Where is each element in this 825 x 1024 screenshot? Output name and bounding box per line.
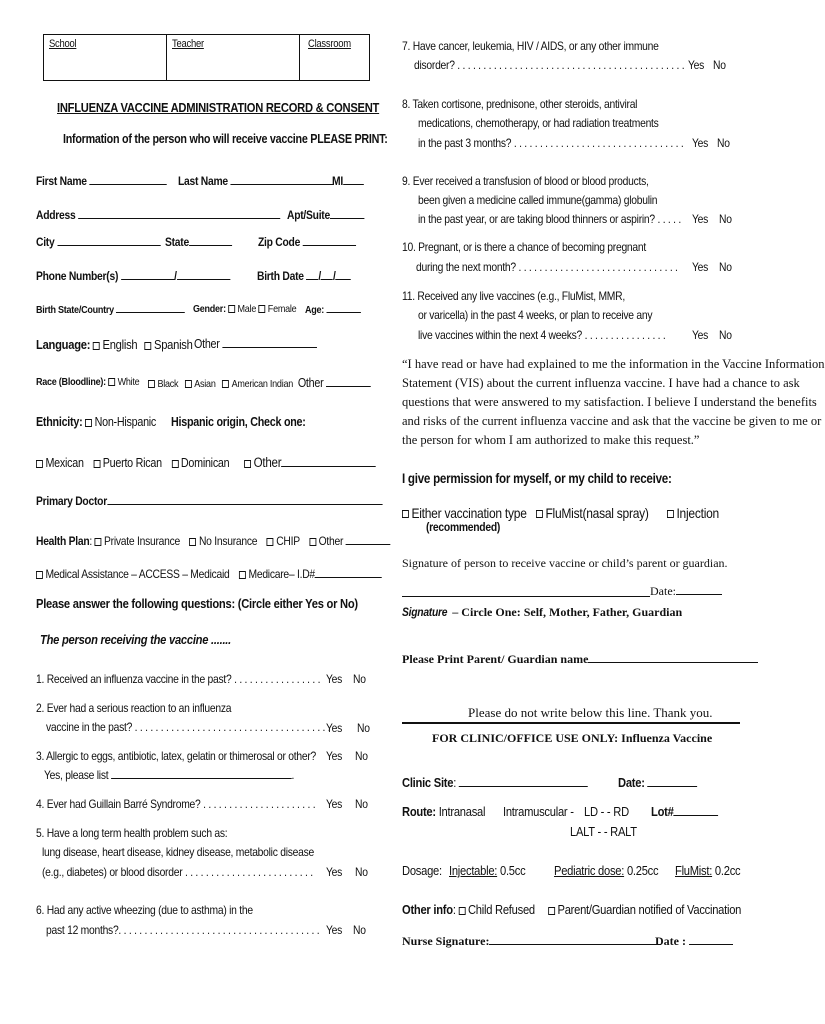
primary-doctor-label: Primary Doctor xyxy=(36,494,382,508)
q5-yes[interactable]: Yes xyxy=(326,865,343,879)
question-5c: (e.g., diabetes) or blood disorder . . . . . . . . . . . . . . . . . . . . . . . . . xyxy=(42,865,313,879)
medicare-checkbox[interactable] xyxy=(239,571,246,579)
address-label: Address xyxy=(36,208,280,222)
medical-assistance-checkbox[interactable] xyxy=(36,571,43,579)
other-info-group: Other info: Child Refused Parent/Guardian notified of Vaccination xyxy=(402,902,742,917)
q11-no[interactable]: No xyxy=(719,328,732,342)
parent-notified-checkbox[interactable] xyxy=(548,907,555,915)
question-5b: lung disease, heart disease, kidney disease, metabolic disease xyxy=(42,845,315,859)
dominican-checkbox[interactable] xyxy=(171,460,178,468)
apt-label: Apt/Suite xyxy=(287,208,364,222)
question-8: 8. Taken cortisone, prednisone, other steroids, antiviral xyxy=(402,97,638,111)
q2-no[interactable]: No xyxy=(357,721,370,735)
question-1: 1. Received an influenza vaccine in the past? . . . . . . . . . . . . . . . . . xyxy=(36,672,321,686)
hispanic-other-field[interactable] xyxy=(281,457,376,467)
option-injection: Injection xyxy=(667,505,719,521)
language-group: Language: English Spanish xyxy=(36,337,193,352)
q10-no[interactable]: No xyxy=(719,260,732,274)
nurse-date-field[interactable] xyxy=(689,935,733,945)
phone-field-1[interactable] xyxy=(121,270,174,280)
parent-name-field[interactable] xyxy=(588,653,758,663)
q10-yes[interactable]: Yes xyxy=(692,260,709,274)
signature-note: Signature of person to receive vaccine or child’s parent or guardian. xyxy=(402,556,728,570)
consent-line-1: “I have read or have had explained to me the information in the Vaccine Information xyxy=(402,357,825,371)
lalt-ralt-label: LALT - - RALT xyxy=(570,824,637,839)
birth-date-field[interactable] xyxy=(336,270,351,280)
first-name-field[interactable] xyxy=(89,175,166,185)
q8-no[interactable]: No xyxy=(717,136,730,150)
option-either: Either vaccination type xyxy=(402,505,527,521)
last-name-field[interactable] xyxy=(231,175,334,185)
q4-no[interactable]: No xyxy=(355,797,368,811)
clinic-site-label: Clinic Site: xyxy=(402,775,588,790)
child-refused-checkbox[interactable] xyxy=(459,907,466,915)
consent-line-3: questions that were answered to my satisfaction. I believe I understand the benefits xyxy=(402,395,817,409)
ethnicity-group: Ethnicity: Non-Hispanic xyxy=(36,415,157,429)
city-label: City xyxy=(36,235,160,249)
q11-yes[interactable]: Yes xyxy=(692,328,709,342)
chip-checkbox[interactable] xyxy=(267,538,274,546)
page-title: INFLUENZA VACCINE ADMINISTRATION RECORD & CONSENT xyxy=(57,100,380,115)
question-7: 7. Have cancer, leukemia, HIV / AIDS, or any other immune xyxy=(402,39,659,53)
print-parent-label: Please Print Parent/ Guardian name xyxy=(402,652,758,667)
route-label: Route: Intranasal xyxy=(402,804,486,819)
teacher-label: Teacher xyxy=(172,38,204,50)
american-indian-checkbox[interactable] xyxy=(222,380,229,388)
race-group: Race (Bloodline): White xyxy=(36,376,140,388)
clinic-date-label: Date: xyxy=(618,775,697,790)
q4-yes[interactable]: Yes xyxy=(326,797,343,811)
question-6: 6. Had any active wheezing (due to asthma) in the xyxy=(36,903,253,917)
health-plan-group: Health Plan: Private Insurance No Insurance CHIP Other xyxy=(36,534,390,548)
question-8b: medications, chemotherapy, or had radiation treatments xyxy=(418,116,659,130)
question-4: 4. Ever had Guillain Barré Syndrome? . . . . . . . . . . . . . . . . . . . . . . xyxy=(36,797,316,811)
english-checkbox[interactable] xyxy=(93,342,100,350)
male-checkbox[interactable] xyxy=(228,305,235,313)
recommended-label: (recommended) xyxy=(426,520,501,534)
female-checkbox[interactable] xyxy=(258,305,265,313)
birth-date-label: Birth Date / / xyxy=(257,269,351,283)
classroom-label: Classroom xyxy=(308,38,351,50)
option-flumist: FluMist(nasal spray) xyxy=(536,505,649,521)
age-label: Age: xyxy=(305,303,361,316)
question-3b: Yes, please list . xyxy=(44,768,295,782)
office-use-heading: FOR CLINIC/OFFICE USE ONLY: Influenza Vaccine xyxy=(432,731,713,745)
health-plan-other-field[interactable] xyxy=(346,535,391,545)
language-other-field[interactable] xyxy=(222,338,317,348)
phone-field-2[interactable] xyxy=(177,270,230,280)
flumist-dose: FluMist: 0.2cc xyxy=(675,863,741,878)
question-9: 9. Ever received a transfusion of blood or blood products, xyxy=(402,174,649,188)
q9-no[interactable]: No xyxy=(719,212,732,226)
medicare-id-field[interactable] xyxy=(315,568,382,578)
lot-field[interactable] xyxy=(674,806,719,816)
q1-no[interactable]: No xyxy=(353,672,366,686)
non-hispanic-checkbox[interactable] xyxy=(85,419,92,427)
injectable-dose: Injectable: 0.5cc xyxy=(449,863,526,878)
q7-no[interactable]: No xyxy=(713,58,726,72)
mi-field[interactable] xyxy=(343,175,364,185)
question-7b: disorder? . . . . . . . . . . . . . . . . . . . . . . . . . . . . . . . . . . . . . . . . . . . . xyxy=(414,58,685,72)
question-2: 2. Ever had a serious reaction to an influenza xyxy=(36,701,232,715)
page-subtitle: Information of the person who will receive vaccine PLEASE PRINT: xyxy=(63,132,388,146)
signature-line: Signature – Circle One: Self, Mother, Father, Guardian xyxy=(402,605,683,619)
consent-line-5: the person for whom I am authorized to make this request.” xyxy=(402,433,700,447)
state-field[interactable] xyxy=(189,236,232,246)
question-11c: live vaccines within the next 4 weeks? . . . . . . . . . . . . . . . . xyxy=(418,328,666,342)
birth-state-label: Birth State/Country xyxy=(36,303,185,316)
divider-line xyxy=(402,722,740,724)
private-insurance-checkbox[interactable] xyxy=(95,538,102,546)
race-other-field[interactable] xyxy=(326,377,371,387)
age-field[interactable] xyxy=(326,303,360,313)
hispanic-options: Mexican Puerto Rican Dominican Other xyxy=(36,455,376,470)
signature-field[interactable] xyxy=(402,596,650,597)
address-field[interactable] xyxy=(78,209,280,219)
no-insurance-checkbox[interactable] xyxy=(189,538,196,546)
zip-label: Zip Code xyxy=(258,235,356,249)
puerto-rican-checkbox[interactable] xyxy=(93,460,100,468)
q7-yes[interactable]: Yes xyxy=(688,58,705,72)
nurse-date-label: Date : xyxy=(655,934,733,949)
q6-no[interactable]: No xyxy=(353,923,366,937)
question-6b: past 12 months?. . . . . . . . . . . . . . . . . . . . . . . . . . . . . . . . . . . . . . . xyxy=(46,923,320,937)
questions-intro: Please answer the following questions: (Circle either Yes or No) xyxy=(36,596,358,611)
school-label: School xyxy=(49,38,77,50)
hispanic-other-checkbox[interactable] xyxy=(244,460,251,468)
do-not-write-notice: Please do not write below this line. Thank you. xyxy=(468,705,713,720)
last-name-label: Last Name xyxy=(178,174,334,188)
q5-no[interactable]: No xyxy=(355,865,368,879)
either-checkbox[interactable] xyxy=(402,510,409,518)
question-11b: or varicella) in the past 4 weeks, or plan to receive any xyxy=(418,308,653,322)
question-8c: in the past 3 months? . . . . . . . . . . . . . . . . . . . . . . . . . . . . . . . . . xyxy=(418,136,684,150)
date-label: Date: xyxy=(650,584,722,599)
question-9b: been given a medicine called immune(gamma) globulin xyxy=(418,193,658,207)
question-11: 11. Received any live vaccines (e.g., FluMist, MMR, xyxy=(402,289,625,303)
question-3: 3. Allergic to eggs, antibiotic, latex, gelatin or thimerosal or other? xyxy=(36,749,316,763)
mi-label: MI xyxy=(332,174,364,188)
spanish-checkbox[interactable] xyxy=(145,342,152,350)
lot-label: Lot# xyxy=(651,804,718,819)
clinic-date-field[interactable] xyxy=(648,777,698,787)
race-group-2: Black Asian American Indian Other xyxy=(148,376,370,390)
person-receiving: The person receiving the vaccine ....... xyxy=(40,632,232,647)
q3-yes[interactable]: Yes xyxy=(326,749,343,763)
permission-heading: I give permission for myself, or my child to receive: xyxy=(402,471,672,486)
dosage-label: Dosage: xyxy=(402,863,442,878)
flumist-checkbox[interactable] xyxy=(536,510,543,518)
question-9c: in the past year, or are taking blood thinners or aspirin? . . . . . xyxy=(418,212,681,226)
asian-checkbox[interactable] xyxy=(185,380,192,388)
nurse-signature-field[interactable] xyxy=(489,935,661,945)
q3-no[interactable]: No xyxy=(355,749,368,763)
q8-yes[interactable]: Yes xyxy=(692,136,709,150)
health-plan-other-checkbox[interactable] xyxy=(309,538,316,546)
question-10b: during the next month? . . . . . . . . . . . . . . . . . . . . . . . . . . . . . . . xyxy=(416,260,678,274)
ld-rd-label: LD - - RD xyxy=(584,804,629,819)
question-2b: vaccine in the past? . . . . . . . . . . . . . . . . . . . . . . . . . . . . . . . . . . . . . . xyxy=(46,720,331,734)
phone-label: Phone Number(s) / xyxy=(36,269,230,283)
intramuscular-label: Intramuscular - xyxy=(503,804,574,819)
primary-doctor-field[interactable] xyxy=(107,495,382,505)
zip-field[interactable] xyxy=(303,236,356,246)
allergy-list-field[interactable] xyxy=(111,769,292,779)
medical-assistance-group: Medical Assistance – ACCESS – Medicaid Medicare– I.D# xyxy=(36,567,382,581)
white-checkbox[interactable] xyxy=(108,378,115,386)
q9-yes[interactable]: Yes xyxy=(692,212,709,226)
hispanic-origin-label: Hispanic origin, Check one: xyxy=(171,415,306,429)
city-field[interactable] xyxy=(57,236,160,246)
question-10: 10. Pregnant, or is there a chance of becoming pregnant xyxy=(402,240,646,254)
q1-yes[interactable]: Yes xyxy=(326,672,343,686)
injection-checkbox[interactable] xyxy=(667,510,674,518)
mexican-checkbox[interactable] xyxy=(36,460,43,468)
q6-yes[interactable]: Yes xyxy=(326,923,343,937)
nurse-signature-label: Nurse Signature: xyxy=(402,934,661,949)
apt-field[interactable] xyxy=(330,209,364,219)
first-name-label: First Name xyxy=(36,174,167,188)
pediatric-dose: Pediatric dose: 0.25cc xyxy=(554,863,659,878)
black-checkbox[interactable] xyxy=(148,380,155,388)
clinic-site-field[interactable] xyxy=(459,777,588,787)
consent-line-4: and risks of the current influenza vaccine and ask that the vaccine be given to me or xyxy=(402,414,822,428)
date-field[interactable] xyxy=(676,585,722,595)
state-label: State xyxy=(165,235,232,249)
consent-line-2: Statement (VIS) about the current influenza vaccine. I have had a chance to ask xyxy=(402,376,800,390)
birth-state-field[interactable] xyxy=(116,303,185,313)
gender-group: Gender: Male Female xyxy=(193,303,297,315)
q2-yes[interactable]: Yes xyxy=(326,721,343,735)
language-other: Other xyxy=(194,337,317,351)
question-5: 5. Have a long term health problem such as: xyxy=(36,826,228,840)
